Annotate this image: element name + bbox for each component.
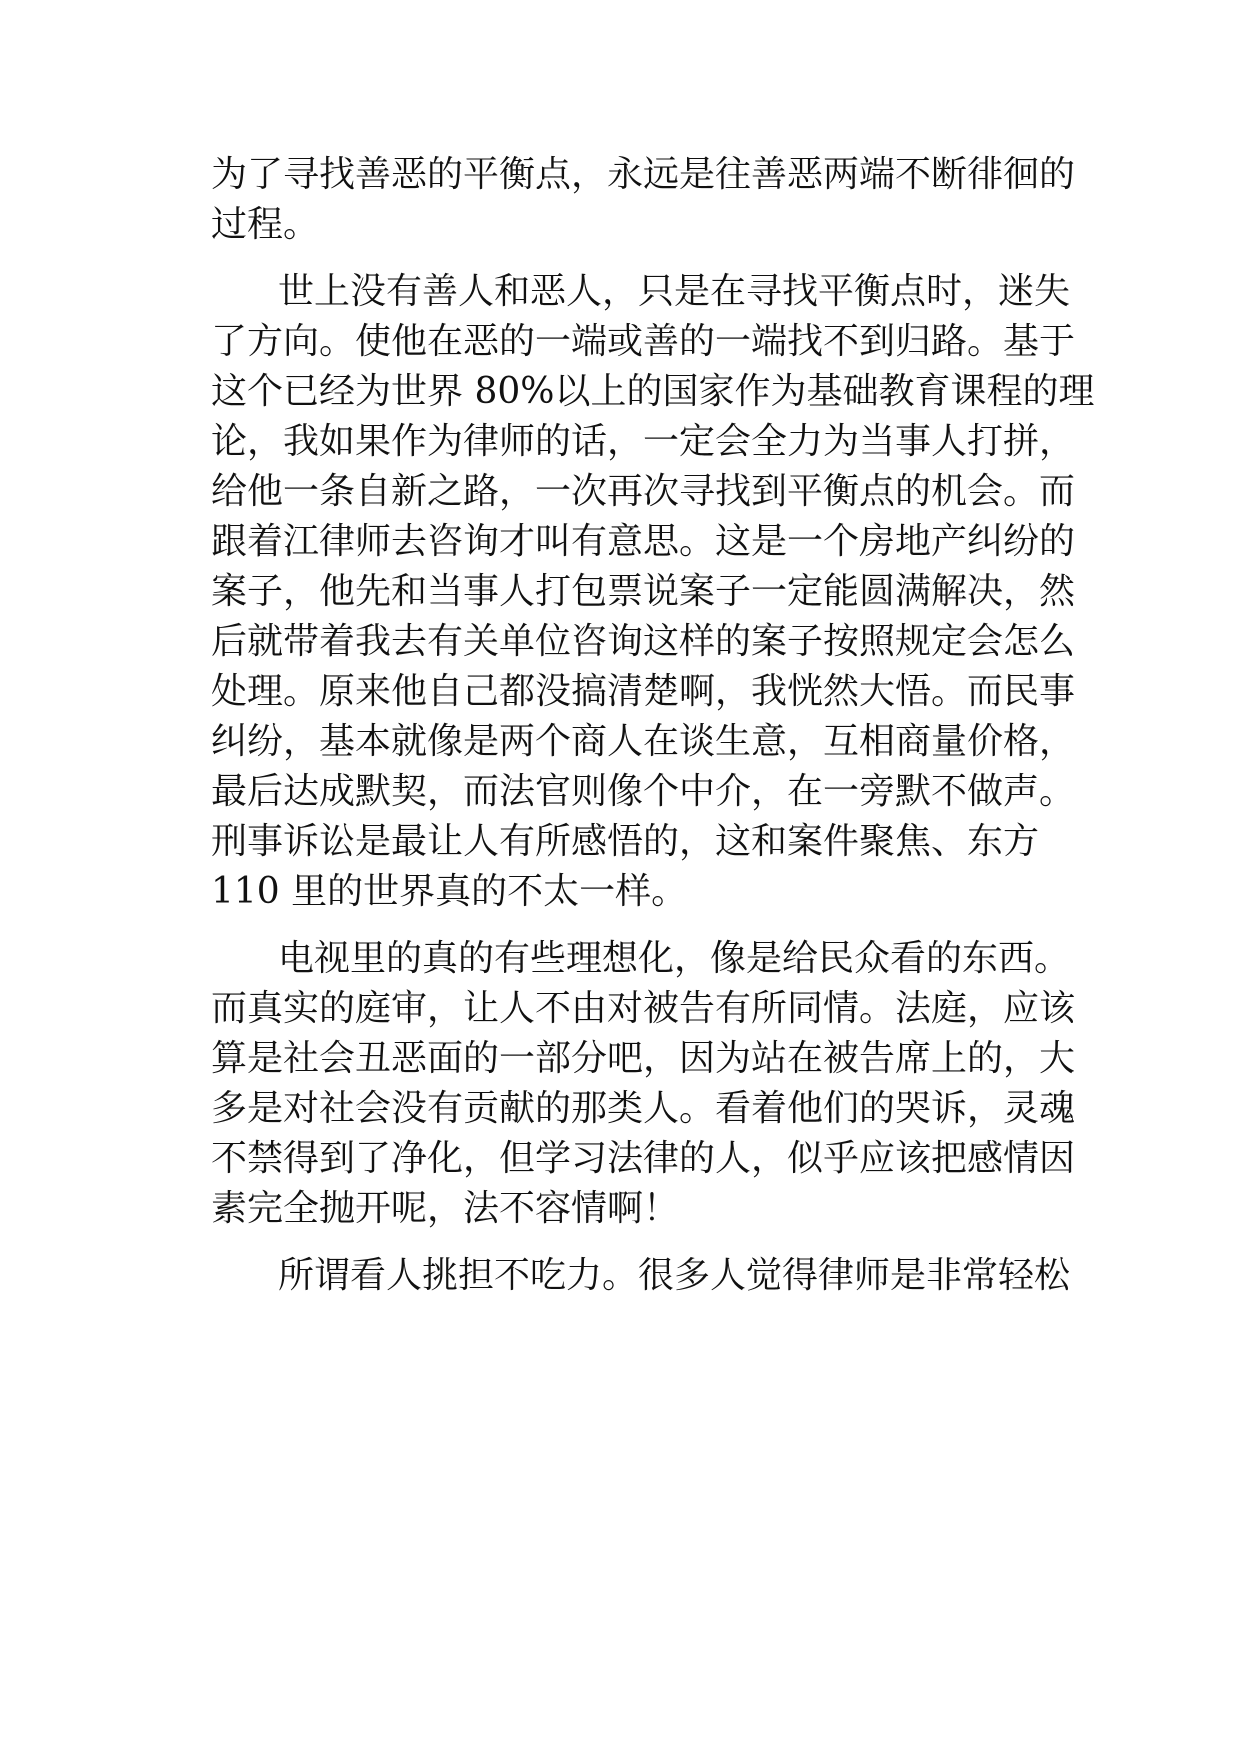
paragraph-first-line: 世上没有善人和恶人，只是在寻找平衡点时，迷失 — [278, 271, 1071, 312]
text-line: 过程。 — [211, 204, 320, 245]
text-line: 案子，他先和当事人打包票说案子一定能圆满解决，然 — [211, 571, 1076, 612]
text-line: 110 里的世界真的不太一样。 — [211, 871, 688, 912]
paragraph-gap — [211, 1234, 1011, 1251]
text-line: 纠纷，基本就像是两个商人在谈生意，互相商量价格， — [211, 721, 1076, 762]
document-body — [211, 150, 1095, 1301]
text-line: 论，我如果作为律师的话，一定会全力为当事人打拼， — [211, 421, 1076, 462]
paragraph-first-line: 电视里的真的有些理想化，像是给民众看的东西。 — [278, 938, 1071, 979]
text-line: 刑事诉讼是最让人有所感悟的，这和案件聚焦、东方 — [211, 821, 1040, 862]
text-line: 算是社会丑恶面的一部分吧，因为站在被告席上的，大 — [211, 1038, 1076, 1079]
paragraph-first-line: 所谓看人挑担不吃力。很多人觉得律师是非常轻松 — [278, 1255, 1071, 1296]
text-line: 这个已经为世界 80%以上的国家作为基础教育课程的理 — [211, 371, 1095, 412]
text-line: 处理。原来他自己都没搞清楚啊，我恍然大悟。而民事 — [211, 671, 1076, 712]
text-line: 最后达成默契，而法官则像个中介，在一旁默不做声。 — [211, 771, 1076, 812]
text-line: 多是对社会没有贡献的那类人。看着他们的哭诉，灵魂 — [211, 1088, 1076, 1129]
text-line: 给他一条自新之路，一次再次寻找到平衡点的机会。而 — [211, 471, 1076, 512]
text-line: 后就带着我去有关单位咨询这样的案子按照规定会怎么 — [211, 621, 1076, 662]
text-line: 素完全抛开呢，法不容情啊！ — [211, 1188, 680, 1229]
paragraph-gap — [211, 917, 1011, 934]
text-line: 跟着江律师去咨询才叫有意思。这是一个房地产纠纷的 — [211, 521, 1076, 562]
text-line: 为了寻找善恶的平衡点，永远是往善恶两端不断徘徊的 — [211, 154, 1076, 195]
paragraph-gap — [211, 250, 1011, 267]
text-line: 而真实的庭审，让人不由对被告有所同情。法庭，应该 — [211, 988, 1076, 1029]
text-line: 不禁得到了净化，但学习法律的人，似乎应该把感情因 — [211, 1138, 1076, 1179]
text-line: 了方向。使他在恶的一端或善的一端找不到归路。基于 — [211, 321, 1076, 362]
